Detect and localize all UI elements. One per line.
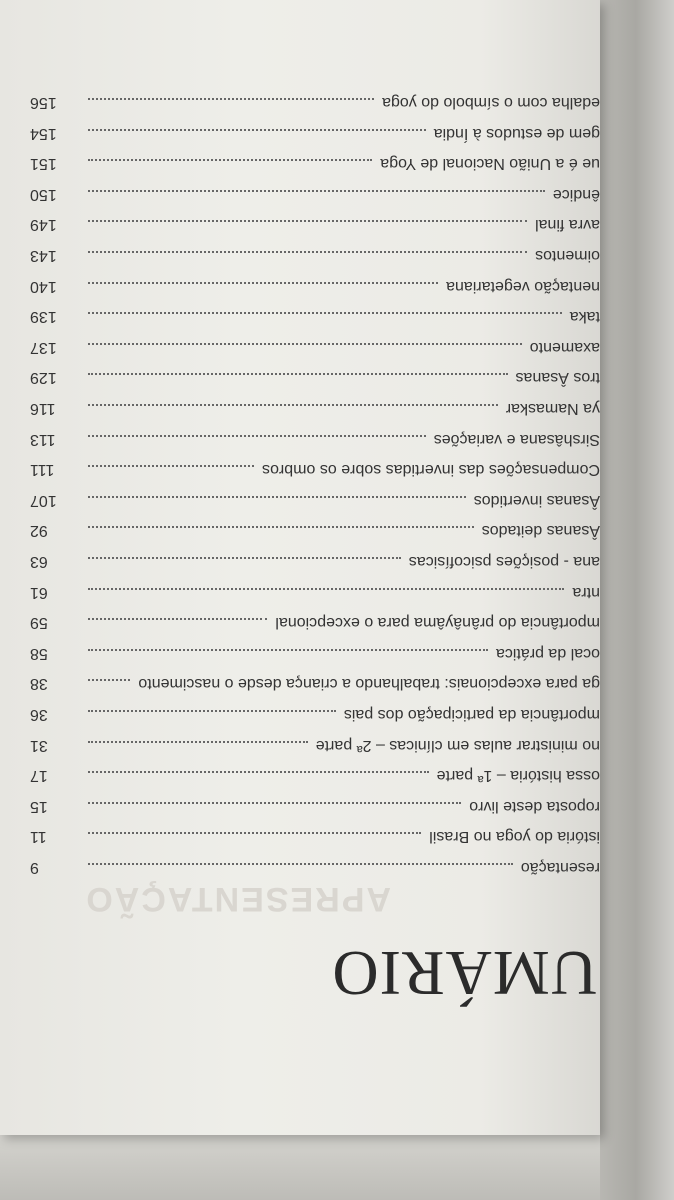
toc-entry-label: taka — [569, 308, 600, 326]
toc-entry-page-number: 137 — [30, 338, 57, 356]
book-edge — [598, 0, 674, 1200]
toc-entry — [30, 154, 600, 184]
toc-entry-page-number: 113 — [30, 430, 56, 448]
toc-entry-page-number: 129 — [30, 369, 57, 387]
toc-entry — [30, 644, 600, 674]
dot-leader — [88, 373, 508, 375]
toc-entry — [30, 583, 600, 613]
toc-entry-label: Âsanas invertidos — [473, 491, 600, 509]
toc-entry-label: ocal da prática — [495, 644, 600, 662]
toc-entry-label: Âsanas deitados — [481, 522, 600, 540]
toc-entry-page-number: 143 — [30, 247, 57, 264]
toc-entry-page-number: 38 — [30, 675, 48, 693]
dot-leader — [88, 404, 498, 406]
toc-entry-label: ossa história – 1ª parte — [436, 767, 600, 785]
toc-entry — [30, 674, 600, 704]
toc-entry-page-number: 154 — [30, 124, 57, 142]
toc-entry — [30, 491, 600, 521]
toc-entry-page-number: 15 — [30, 797, 48, 815]
toc-entry-page-number: 107 — [30, 491, 57, 509]
dot-leader — [88, 741, 308, 743]
toc-entry-label: ya Namaskar — [505, 400, 600, 417]
toc-entry-label: tros Âsanas — [515, 369, 600, 387]
toc-entry-label: ue é a União Nacional de Yoga — [380, 155, 600, 173]
dot-leader — [88, 649, 488, 651]
dot-leader — [88, 465, 254, 467]
toc-entry-page-number: 149 — [30, 216, 57, 234]
toc-entry — [30, 368, 600, 398]
toc-entry-page-number: 11 — [30, 828, 47, 846]
dot-leader — [88, 496, 466, 498]
toc-entry-label: mportância da participação dos pais — [343, 706, 600, 723]
toc-entry — [30, 797, 600, 827]
toc-entry-label: mportância do prânâyâma para o excepcional — [275, 614, 600, 632]
dot-leader — [88, 618, 267, 620]
toc-entry — [30, 430, 600, 460]
toc-entry-label: Compensações das invertidas sobre os ombros — [262, 461, 600, 479]
toc-entry-label: nentação vegetariana — [446, 277, 600, 295]
toc-entry — [30, 338, 600, 368]
toc-entry-page-number: 9 — [30, 859, 39, 876]
toc-entry-label: roposta deste livro — [469, 797, 600, 815]
toc-entry-page-number: 17 — [30, 767, 48, 785]
toc-entry-label: ga para excepcionais: trabalhando a criança desde o nascimento — [138, 675, 600, 693]
toc-entry-label: resentação — [520, 859, 600, 876]
dot-leader — [88, 312, 562, 314]
toc-entry-label: istória do yoga no Brasil — [429, 828, 600, 846]
toc-entry — [30, 858, 600, 888]
toc-entry-label: axamento — [529, 338, 600, 356]
toc-entry-page-number: 151 — [30, 155, 57, 173]
dot-leader — [88, 526, 474, 528]
toc-entry — [30, 124, 600, 154]
toc-entry — [30, 736, 600, 766]
toc-entry-label: gem de estudos à Índia — [433, 124, 600, 142]
page-title: UMÁRIO — [331, 938, 597, 1009]
toc-entry — [30, 827, 600, 857]
dot-leader — [88, 863, 513, 865]
toc-entry-label: avra final — [535, 216, 600, 234]
toc-entry — [30, 215, 600, 245]
dot-leader — [88, 802, 461, 804]
dot-leader — [88, 251, 527, 253]
toc-entry-page-number: 150 — [30, 185, 57, 203]
toc-entry — [30, 307, 600, 337]
dot-leader — [88, 129, 426, 131]
toc-entry — [30, 613, 600, 643]
dot-leader — [88, 220, 527, 222]
toc-entry-page-number: 31 — [30, 736, 48, 754]
dot-leader — [88, 159, 372, 161]
toc-entry-page-number: 58 — [30, 644, 48, 662]
toc-entry — [30, 460, 600, 490]
dot-leader — [88, 557, 401, 559]
dot-leader — [88, 710, 336, 712]
toc-entry-page-number: 111 — [30, 461, 55, 479]
dot-leader — [88, 282, 438, 284]
dot-leader — [88, 832, 421, 834]
dot-leader — [88, 771, 429, 773]
toc-entry-page-number: 61 — [30, 583, 48, 601]
toc-entry-page-number: 63 — [30, 553, 48, 570]
toc-entry — [30, 277, 600, 307]
dot-leader — [88, 190, 545, 192]
toc-entry — [30, 552, 600, 582]
toc-entry-label: Sirshâsana e variações — [433, 430, 600, 448]
dot-leader — [88, 435, 426, 437]
toc-entry — [30, 705, 600, 735]
toc-entry-page-number: 156 — [30, 94, 57, 111]
toc-entry-label: no ministrar aulas em clínicas – 2ª parte — [315, 736, 600, 754]
toc-entry-page-number: 59 — [30, 614, 48, 632]
toc-entry — [30, 399, 600, 429]
toc-entry — [30, 246, 600, 276]
dot-leader — [88, 343, 522, 345]
dot-leader — [88, 588, 564, 590]
toc-entry-page-number: 140 — [30, 277, 57, 295]
dot-leader — [88, 679, 130, 681]
toc-entry-label: ntra — [572, 583, 600, 601]
toc-entry-page-number: 36 — [30, 706, 48, 723]
toc-entry — [30, 93, 600, 123]
page-bottom-edge — [0, 1135, 600, 1200]
toc-entry-page-number: 92 — [30, 522, 48, 540]
toc-entry-label: oimentos — [535, 247, 600, 264]
toc-entry — [30, 185, 600, 215]
toc-entry-page-number: 116 — [30, 400, 56, 417]
toc-entry-label: edalha com o símbolo do yoga — [382, 94, 600, 111]
dot-leader — [88, 98, 374, 100]
toc-entry-label: ana - posições psicofísicas — [408, 553, 600, 570]
toc-entry — [30, 766, 600, 796]
toc-entry-label: êndice — [552, 185, 600, 203]
toc-entry — [30, 521, 600, 551]
faded-heading: APRESENTAÇÃO — [84, 880, 391, 918]
toc-entry-page-number: 139 — [30, 308, 57, 326]
